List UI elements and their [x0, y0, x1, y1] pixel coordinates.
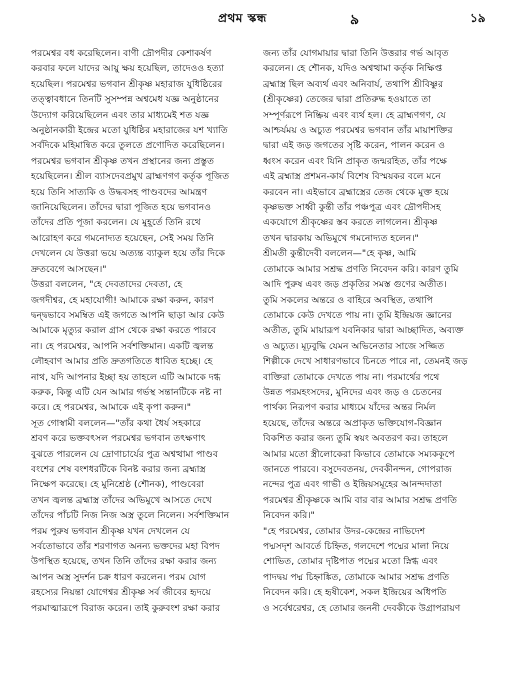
text-line: পার্থক্য নিরূপণ করার মাধ্যমে যাঁদের অন্তর নির্মল	[263, 402, 436, 414]
text-line: তত্ত্বাবধানে তিনটি সুসম্পন্ন অশ্বমেধ যজ্ঞ অনুষ্ঠানের	[31, 94, 219, 106]
text-line: পরম পুরুষ ভগবান শ্রীকৃষ্ণ যখন দেখলেন যে	[31, 525, 190, 537]
text-line: দ্বন্দ্বভাবে সমম্বিত এই জগতে আপনি ছাড়া আর কেউ	[31, 309, 225, 321]
text-line: তোমাকে আমার সশ্রদ্ধ প্রণতি নিবেদন করি। কারণ তুমি	[263, 263, 459, 275]
text-line: আমাকে মৃত্যুর করাল গ্রাস থেকে রক্ষা করতে পারবে	[31, 325, 217, 337]
text-line: অনুষ্ঠানকারী ইন্দ্রের মতো যুধিষ্ঠির মহারাজের যশ খ্যাতি	[31, 125, 228, 137]
text-line: শিল্পীকে দেখে সাধারণভাবে চিনতে পারে না, তেমনই জড়	[263, 356, 468, 368]
text-line: উদ্যোগ করিয়েছিলেন এবং তার মাধ্যমেই শত যজ্ঞ	[31, 109, 210, 121]
text-line: তাঁদের প্রতি পূজা করলেন। যে মুহূর্তে তিনি রথে	[31, 217, 201, 229]
text-line: তুমি সকলের অন্তরে ও বাহিরে অবস্থিত, তথাপি	[263, 294, 433, 306]
text-line: ও অচ্যুত। মূঢ়বুদ্ধি যেমন অভিনেতার সাজে সজ্জিত	[263, 340, 445, 352]
text-line: জগদীশ্বর, হে মহাযোগী! আমাকে রক্ষা করুন, কারণ	[31, 294, 214, 306]
text-line: পদ্মসদৃশ আবর্তে চিহ্নিত, গলদেশে পদ্মের মালা নিয়ে	[263, 541, 450, 552]
text-line: লৌহবাণ আমার প্রতি দ্রুতগতিতে ধাবিত হচ্ছে। হে	[31, 356, 213, 368]
text-line: নিবেদন করি।"	[263, 510, 315, 522]
text-line: সর্বদিকে মহিমান্বিত করে তুলতে প্রণোদিত করেছিলেন।	[31, 140, 225, 152]
text-line: বুঝতে পারলেন যে দ্রোণাচার্যের পুত্র অশ্বত্থামা পাণ্ডব	[31, 448, 219, 460]
text-line: তখন জ্বলন্ত ব্রহ্মাস্ত্র তাঁদের অভিমুখে আসতে দেখে	[31, 494, 212, 506]
text-line: করলেন। হে শৌনক, যদিও অশ্বত্থামা কর্তৃক নিক্ষিপ্ত	[263, 63, 443, 75]
text-line: বিকশিত করার জন্য তুমি স্বয়ং অবতরণ কর। তাহলে	[263, 433, 448, 445]
text-line: হয়েছিল। পরমেশ্বর ভগবান শ্রীকৃষ্ণ মহারাজ যুধিষ্ঠিরের	[31, 78, 223, 90]
text-line: তখন দ্বারকায় অভিমুখে গমনোদ্যত হলেন।"	[263, 232, 419, 244]
running-header-title: প্রথম স্কন্ধ	[218, 11, 267, 25]
text-line: না। হে পরমেশ্বর, আপনি সর্বশক্তিমান। একটি জ্বলন্ত	[31, 340, 214, 352]
text-line: "হে পরমেশ্বর, তোমার উদর-কেন্দ্রের নাভিদেশ	[263, 525, 426, 537]
text-line: করবার ফলে যাদের আয়ু ক্ষয় হয়েছিল, তাদেওও হত্যা	[31, 63, 225, 75]
text-line: পরমেশ্বর বধ করেছিলেন। বাণী দ্রৌপদীর কেশাকর্ষণ	[31, 48, 212, 59]
text-line: সর্বতোভাবে তাঁর শরণাগত অনন্য ভক্তদের মহা বিপদ	[31, 541, 220, 552]
text-line: অতীত, তুমি মায়ারূপ যবনিকার দ্বারা আচ্ছাদিত, অব্যক্ত	[263, 325, 464, 337]
header-ornament: ৯	[350, 12, 360, 28]
text-line: বাক্তিরা তোমাকে দেখতে পায় না। পরমার্থের পথে	[263, 371, 440, 383]
page-number: ১৯	[470, 11, 486, 25]
text-line: পরমেশ্বর শ্রীকৃষ্ণকে আমি বার বার আমার সশ্রদ্ধ প্রণতি	[263, 494, 457, 506]
text-line: জানিয়েছিলেন। তাঁদের দ্বারা পূজিত হয়ে ভগবানও	[31, 202, 211, 214]
text-line: নন্দের পুত্র এবং গাভী ও ইন্দ্রিয়সমূহের আনন্দদাতা	[263, 479, 442, 491]
text-line: তাঁদের পাঁচটি নিজ নিজ অস্ত্র তুলে নিলেন। সর্বশক্তিমান	[31, 510, 230, 522]
text-line: করে। হে পরমেশ্বর, আমাকে এই কৃপা করুন।"	[31, 402, 192, 414]
text-line: উপস্থিত হয়েছে, তখন তিনি তাঁদের রক্ষা করার জন্য	[31, 556, 217, 568]
text-line: জন্য তাঁর যোগমায়ার দ্বারা তিনি উত্তরার গর্ভ আবৃত	[263, 48, 449, 59]
text-line: হয়েছে, তাঁদের অন্তরে অপ্রাকৃত ভক্তিযোগ-বিজ্ঞান	[263, 417, 442, 429]
text-line: শোভিত, তোমার দৃষ্টিপাত পদ্মের মতো স্নিগ্ধ এবং	[263, 556, 438, 568]
text-line: সূত গোস্বামী বললেন—"তাঁর কথা ধৈর্য সহকারে	[31, 417, 201, 429]
text-line: জানতে পারবে। বসুদেবতনয়, দেবকীনন্দন, গোপরাজ	[263, 463, 452, 475]
text-line: আপন অস্ত্র সুদর্শন চক্র ধারণ করলেন। পরম যোগ	[31, 571, 206, 583]
text-line: দ্বারা এই জড় জগতের সৃষ্টি করেন, পালন করেন ও	[263, 140, 446, 152]
text-line: আরোহণ করে গমনোদ্যত হয়েছেন, সেই সময় তিনি	[31, 232, 214, 244]
text-line: বংশের শেষ বংশধরটিকে বিনষ্ট করার জন্য ব্রহ্মাস্ত্র	[31, 463, 206, 475]
text-line: ধ্বংস করেন এবং যিনি প্রাকৃত জন্মরহিত, তাঁর পক্ষে	[263, 155, 447, 167]
text-line: পাদদ্বয় পদ্ম চিহ্নাঙ্কিত, তোমাকে আমার সশ্রদ্ধ প্রণতি	[263, 571, 450, 583]
text-line: রহস্যের নিয়ন্তা যোগেশ্বর শ্রীকৃষ্ণ সর্ব জীবের হৃদয়ে	[31, 587, 211, 599]
text-line: নিবেদন করি। হে হৃষীকেশ, সকল ইন্দ্রিয়ের অধিপতি	[263, 587, 447, 599]
left-text-column	[31, 46, 247, 686]
text-line: দ্রুতবেগে আসছেন।"	[31, 263, 107, 275]
text-line: ব্রহ্মাস্ত্র ছিল অব্যর্থ এবং অনিবার্য, তথাপি শ্রীবিষ্ণুর	[263, 78, 444, 90]
text-line: পরমাত্মারূপে বিরাজ করেন। তাই কুরুবংশ রক্ষা করার	[31, 602, 221, 614]
text-line: হয়ে তিনি সাত্যকি ও উদ্ধবসহ পাণ্ডবদের আমন্ত্রণ	[31, 186, 208, 198]
text-line: এই ব্রহ্মাস্ত্র প্রশমন-কার্য বিশেষ বিস্ময়কর বলে মনে	[263, 171, 441, 183]
right-text-column	[263, 46, 481, 686]
text-line: সম্পূর্ণরূপে নিষ্ক্রিয় এবং ব্যর্থ হল। হে ব্রাহ্মণগণ, যে	[263, 109, 446, 121]
text-line: করবেন না। এইভাবে ব্রহ্মাস্ত্রের তেজ থেকে মুক্ত হয়ে	[263, 186, 450, 198]
text-line: শ্রীমতী কুন্তীদেবী বললেন—"হে কৃষ্ণ, আমি	[263, 248, 417, 260]
text-line: হয়েছিলেন। শ্রীল ব্যাসদেবপ্রমুখ ব্রাহ্মণগণ কর্তৃক পূজিত	[31, 171, 230, 183]
text-line: আমার মতো স্ত্রীলোকেরা কিভাবে তোমাকে সম্যককূপে	[263, 448, 455, 460]
text-line: ও সর্বেশ্বরেশ্বর, হে তোমার জননী দেবকীকে উগ্রাপরায়ণ	[263, 602, 461, 614]
text-line: নাথ, যদি আপনার ইচ্ছা হয় তাহলে এটি আমাকে দগ্ধ	[31, 371, 221, 383]
text-line: পরমেশ্বর ভগবান শ্রীকৃষ্ণ তখন প্রস্থানের জন্য প্রস্তুত	[31, 155, 214, 167]
text-line: নিক্ষেপ করেছে। হে মুনিশ্রেষ্ঠ (শৌনক), পাণ্ডবেরা	[31, 479, 204, 491]
text-line: তোমাকে কেউ দেখতে পায় না। তুমি ইন্দ্রিয়জ জ্ঞানের	[263, 309, 452, 321]
text-line: করুক, কিন্তু এটি যেন আমার গর্ভস্থ সন্তানটিকে নষ্ট না	[31, 386, 222, 398]
text-line: শ্রবণ করে ভক্তবৎসল পরমেশ্বর ভগবান তৎক্ষণাৎ	[31, 433, 206, 445]
text-line: একযোগে শ্রীকৃষ্ণের স্তব করতে লাগলেন। শ্রীকৃষ্ণ	[263, 217, 438, 229]
text-line: উত্তরা বললেন, "হে দেবতাদের দেবতা, হে	[31, 279, 183, 291]
text-line: (শ্রীকৃষ্ণের) তেজের দ্বারা প্রতিরুদ্ধ হওয়াতে তা	[263, 94, 431, 106]
text-line: আশ্চর্যময় ও অচ্যুত পরমেশ্বর ভগবান তাঁর মায়াশক্তির	[263, 125, 453, 137]
text-line: কৃষ্ণভক্ত সাধ্বী কুন্তী তাঁর পঞ্চপুত্র এবং দ্রৌপদীসহ	[263, 202, 441, 214]
text-line: আদি পুরুষ এবং জড় প্রকৃতির সমস্ত গুণের অতীত।	[263, 279, 447, 291]
text-line: উন্নত পরমহংসদের, মুনিদের এবং জড় ও চেতনের	[263, 386, 442, 398]
text-line: দেখলেন যে উত্তরা ভয়ে অত্যন্ত ব্যাকুল হয়ে তাঁর দিকে	[31, 248, 226, 260]
running-header	[0, 8, 509, 30]
